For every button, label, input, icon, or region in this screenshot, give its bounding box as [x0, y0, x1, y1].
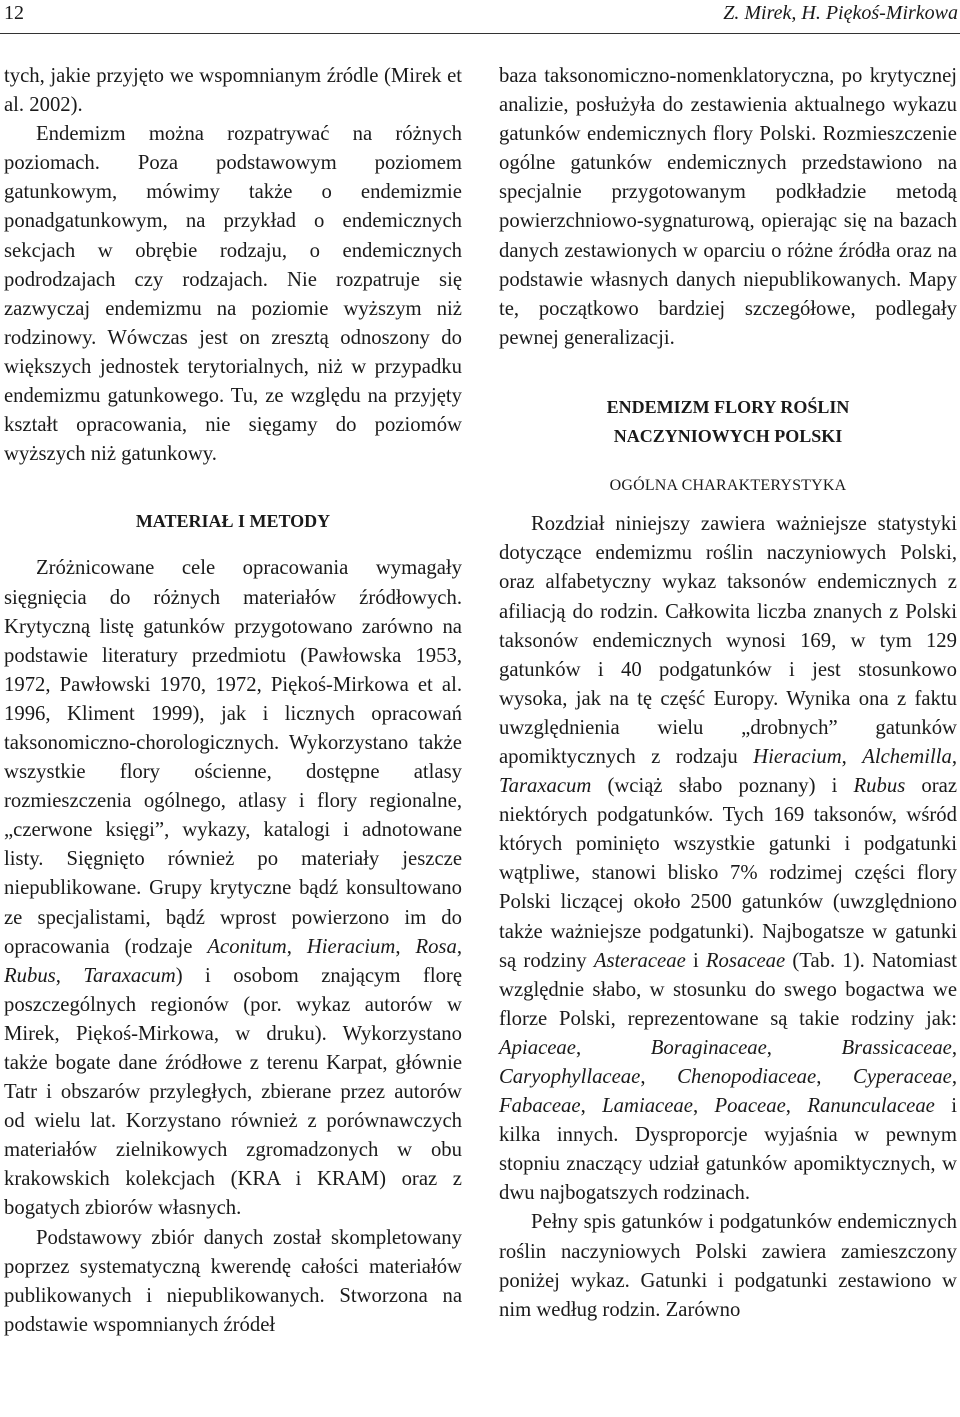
section-heading-materials-methods: MATERIAŁ I METODY: [135, 511, 331, 532]
section-heading-endemism-line2: NACZYNIOWYCH POLSKI: [613, 426, 843, 447]
running-head-authors: Z. Mirek, H. Piękoś-Mirkowa: [723, 2, 958, 24]
page-header: [0, 0, 960, 38]
section-heading-endemism-line1: ENDEMIZM FLORY ROŚLIN: [606, 396, 850, 417]
page-number: 12: [4, 2, 24, 24]
left-column: [4, 62, 462, 1340]
header-rule: [0, 33, 960, 34]
paragraph: Pełny spis gatunków i podgatunków endemicznych roślin naczyniowych Polski zawiera zamieszczony poniżej wykaz. Gatunki i podgatunki zestawiono w nim według rodzin. Zarówno: [499, 1211, 957, 1321]
paragraph: Endemizm można rozpatrywać na różnych poziomach. Poza podstawowym poziomem gatunkowym, mówimy także o endemizmie ponadgatunkowym, na przykład o endemicznych sekcjach w obrębie rodzaju, o endemicznych podrodzajach czy rodzajach. Nie rozpatruje się zazwyczaj endemizmu na poziomie wyższym niż rodzinowy. Wówczas jest on zresztą odnoszony do większych jednostek terytorialnych, niż w przypadku endemizmu gatunkowego. Tu, ze względu na przyjęty kształt opracowania, nie sięgamy do poziomów wyższych niż gatunkowy.: [4, 123, 462, 466]
subheading-general-characteristics: OGÓLNA CHARAKTERYSTYKA: [609, 477, 847, 495]
right-column: [499, 62, 957, 1325]
paragraph: tych, jakie przyjęto we wspomnianym źródle (Mirek et al. 2002).: [4, 65, 462, 117]
paragraph: Zróżnicowane cele opracowania wymagały sięgnięcia do różnych materiałów źródłowych. Krytyczną listę gatunków przygotowano zarówno na podstawie literatury przedmiotu (Pawłowska 1953, 1972, Pawłowski 1970, 1972, Piękoś-Mirkowa et al. 1996, Kliment 1999), jak i licznych opracowań taksonomiczno-chorologicznych. Wykorzystano także wszystkie flory ościenne, dostępne atlasy rozmieszczenia ogólnego, atlasy i flory regionalne, „czerwone księgi”, wykazy, katalogi i adnotowane listy. Sięgnięto również po materiały jeszcze niepublikowane. Grupy krytyczne bądź konsultowano ze specjalistami, bądź wprost powierzono im do opracowania (rodzaje Aconitum, Hieracium, Rosa, Rubus, Taraxacum) i osobom znającym florę poszczególnych regionów (por. wykaz autorów w Mirek, Piękoś-Mirkowa, w druku). Wykorzystano także bogate dane źródłowe z terenu Karpat, głównie Tatr i obszarów przyległych, zbierane przez autorów od wielu lat. Korzystano również z porównawczych materiałów zielnikowych zgromadzonych w obu krakowskich kolekcjach (KRA i KRAM) oraz z bogatych zbiorów własnych.: [4, 557, 463, 1220]
paragraph: baza taksonomiczno-nomenklatoryczna, po krytycznej analizie, posłużyła do zestawienia aktualnego wykazu gatunków endemicznych flory Polski. Rozmieszczenie ogólne gatunków endemicznych przedstawiono na specjalnie przygotowanym podkładzie metodą powierzchniowo-sygnaturową, opierając się na bazach danych zestawionych w oparciu o różne źródła oraz na podstawie własnych danych niepublikowanych. Mapy te, początkowo bardziej szczegółowe, podlegały pewnej generalizacji.: [499, 65, 957, 349]
paragraph: Rozdział niniejszy zawiera ważniejsze statystyki dotyczące endemizmu roślin naczyniowych Polski, oraz alfabetyczny wykaz taksonów endemicznych z afiliacją do rodzin. Całkowita liczba znanych z Polski taksonów endemicznych wynosi 169, w tym 129 gatunków i 40 podgatunków i jest stosunkowo wysoka, jak na tę część Europy. Wynika ona z faktu uwzględnienia wielu „drobnych” gatunków apomiktycznych z rodzaju Hieracium, Alchemilla, Taraxacum (wciąż słabo poznany) i Rubus oraz niektórych podgatunków. Tych 169 taksonów, wśród których pominięto wszystkie gatunki i podgatunki wątpliwe, stanowi blisko 7% rodzimej części flory Polski liczącej około 2500 gatunków (uwzględniono także ważniejsze podgatunki). Najbogatsze w gatunki są rodziny Asteraceae i Rosaceae (Tab. 1). Natomiast względnie słabo, w stosunku do swego bogactwa we florze Polski, reprezentowane są takie rodziny jak: Apiaceae, Boraginaceae, Brassicaceae, Caryophyllaceae, Chenopodiaceae, Cyperaceae, Fabaceae, Lamiaceae, Poaceae, Ranunculaceae i kilka innych. Dysproporcje wyjaśnia w pewnym stopniu znaczący udział gatunków apomiktycznych, w dwu najbogatszych rodzinach.: [499, 513, 958, 1205]
paragraph: Podstawowy zbiór danych został skompletowany poprzez systematyczną kwerendę całości materiałów publikowanych i niepublikowanych. Stworzona na podstawie wspomnianych źródeł: [4, 1226, 462, 1336]
